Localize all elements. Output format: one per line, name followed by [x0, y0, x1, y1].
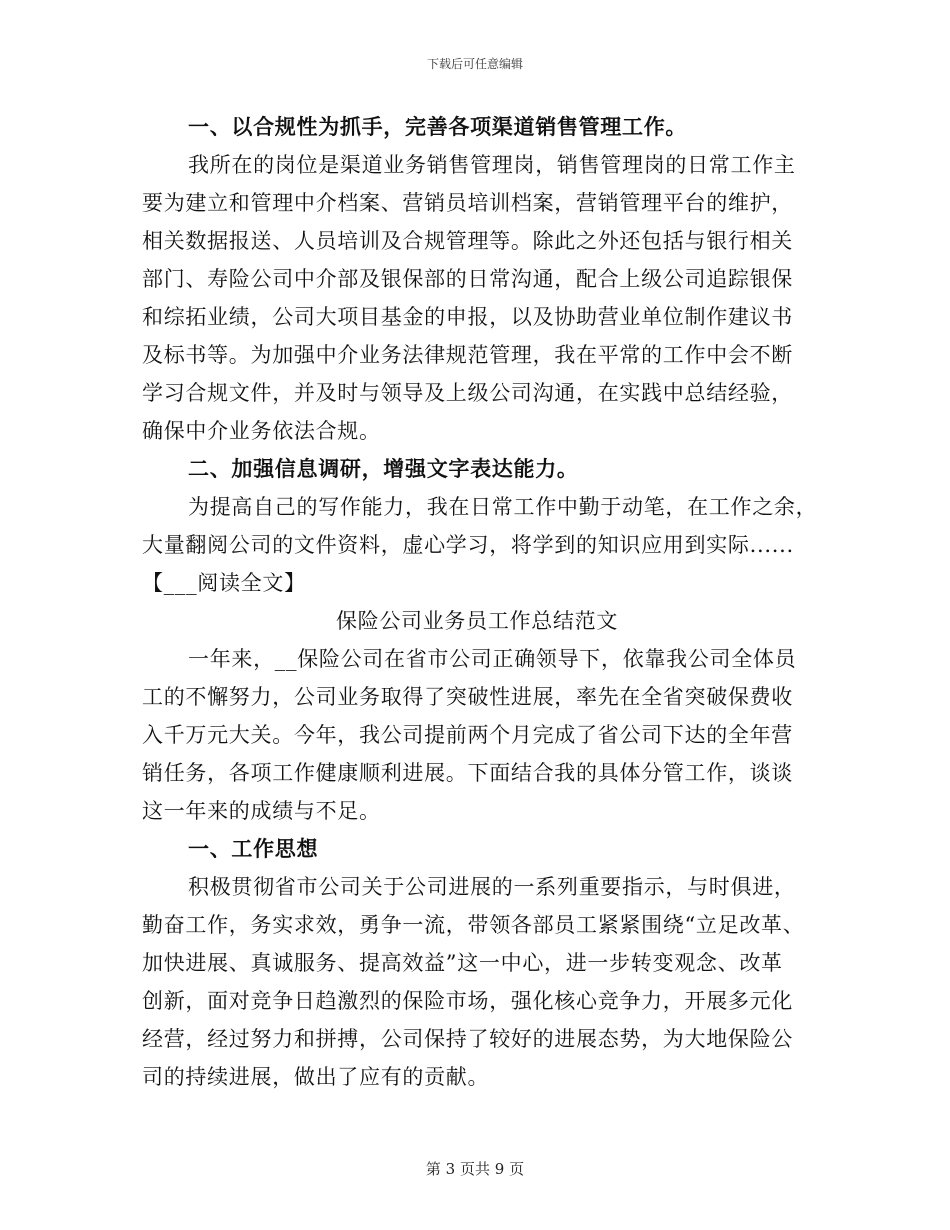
text-line: 这一年来的成绩与不足。: [142, 799, 381, 823]
section-heading: 一、工作思想: [188, 836, 319, 861]
section-heading: 一、以合规性为抓手，完善各项渠道销售管理工作。: [188, 114, 688, 139]
text-line: 确保中介业务依法合规。: [142, 419, 381, 443]
text-line: 工的不懈努力，公司业务取得了突破性进展，率先在全省突破保费收: [142, 685, 793, 709]
text-line: 我所在的岗位是渠道业务销售管理岗，销售管理岗的日常工作主: [188, 153, 796, 177]
text-line: 部门、寿险公司中介部及银保部的日常沟通，配合上级公司追踪银保: [142, 267, 793, 291]
text-line: 要为建立和管理中介档案、营销员培训档案，营销管理平台的维护，: [142, 191, 793, 215]
text-line[interactable]: 【___阅读全文】: [142, 571, 306, 595]
text-line: 经营，经过努力和拼搏，公司保持了较好的进展态势，为大地保险公: [142, 1027, 793, 1051]
page-header: 下载后可任意编辑: [426, 57, 523, 71]
text-line: 司的持续进展，做出了应有的贡献。: [142, 1065, 490, 1089]
document-body: [142, 108, 818, 1096]
article-title: 保险公司业务员工作总结范文: [335, 609, 619, 633]
text-line: 及标书等。为加强中介业务法律规范管理，我在平常的工作中会不断: [142, 343, 793, 367]
section-heading: 二、加强信息调研，增强文字表达能力。: [188, 456, 579, 481]
text-line: 创新，面对竞争日趋激烈的保险市场，强化核心竞争力，开展多元化: [142, 989, 793, 1013]
text-line: 相关数据报送、人员培训及合规管理等。除此之外还包括与银行相关: [142, 229, 793, 253]
text-line: 销任务，各项工作健康顺利进展。下面结合我的具体分管工作，谈谈: [142, 761, 793, 785]
page-footer: 第 3 页共 9 页: [425, 1160, 525, 1178]
text-line: 和综拓业绩，公司大项目基金的申报，以及协助营业单位制作建议书: [142, 305, 793, 329]
text-line: 入千万元大关。今年，我公司提前两个月完成了省公司下达的全年营: [142, 723, 793, 747]
text-line: 勤奋工作，务实求效，勇争一流，带领各部员工紧紧围绕“立足改革、: [142, 913, 805, 937]
text-line: 加快进展、真诚服务、提高效益”这一中心，进一步转变观念、改革: [142, 951, 783, 975]
text-line: 一年来，__保险公司在省市公司正确领导下，依靠我公司全体员: [188, 647, 797, 671]
text-line: 大量翻阅公司的文件资料，虚心学习，将学到的知识应用到实际......: [142, 533, 794, 557]
text-line: 为提高自己的写作能力，我在日常工作中勤于动笔，在工作之余，: [188, 495, 818, 519]
text-line: 学习合规文件，并及时与领导及上级公司沟通，在实践中总结经验，: [142, 381, 793, 405]
text-line: 积极贯彻省市公司关于公司进展的一系列重要指示，与时俱进，: [188, 875, 796, 899]
